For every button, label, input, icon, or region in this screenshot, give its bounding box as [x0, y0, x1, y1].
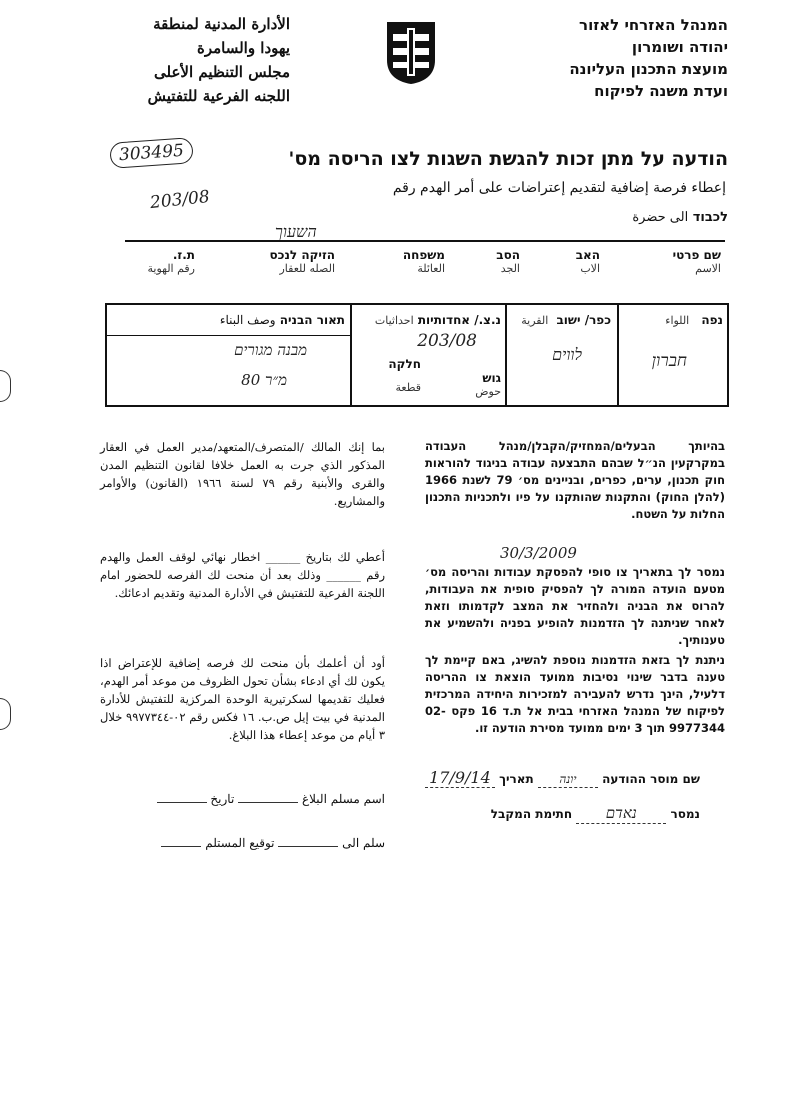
- cell-label-ar: وصف البناء: [219, 313, 276, 327]
- col-label-he: הסב: [496, 248, 520, 262]
- header-ar-line: الأدارة المدنية لمنطقة: [153, 15, 290, 33]
- table-header-line: [107, 335, 350, 336]
- person-table-top-line: [125, 240, 725, 242]
- col-label-ar: الاب: [580, 262, 600, 275]
- deliverer-label: שם מוסר ההודעה: [602, 772, 700, 786]
- order-date-handwritten: 30/3/2009: [500, 544, 577, 562]
- col-label-he: שם פרטי: [672, 248, 721, 262]
- header-arabic: [90, 12, 290, 108]
- table-divider: [505, 305, 507, 405]
- cell-label-ar: قطعة: [395, 381, 421, 394]
- signature-handwritten: נאדם: [576, 804, 666, 824]
- village-handwritten: לווים: [552, 345, 582, 364]
- col-label-he: ת.ז.: [172, 248, 195, 262]
- table-divider: [617, 305, 619, 405]
- cell-label-ar: حوض: [475, 385, 501, 398]
- ar-date-label: تاريخ: [210, 792, 235, 806]
- cell-building: [220, 313, 345, 327]
- para3-hebrew: ניתנת לך בזאת הזדמנות נוספת להשיג, באם קיימת לך טענה בדבר שינוי נסיבות ממועד הוצאת צו ההריסה דלעיל, הינך נדרש להעבירה למזכירות היחידה המרכזית לפיקוח של המנהל האזרחי בבית אל ת.ד 16 פקס 02-9977344 תוך 3 ימים ממועד מסירת הודעה זו.: [425, 653, 726, 735]
- footer-he-line1: [425, 768, 700, 788]
- addressee-ar: الى حضرة: [632, 210, 689, 225]
- ar-deliverer-label: اسم مسلم البلاغ: [301, 792, 385, 806]
- col-first-name: [673, 248, 721, 275]
- header-he-line: מועצת התכנון העליונה: [569, 60, 728, 78]
- addressee-he: לכבוד: [692, 210, 728, 225]
- cell-helka: [388, 357, 421, 394]
- col-label-ar: الاسم: [695, 262, 721, 275]
- header-ar-line: مجلس التنظيم الأعلى: [154, 63, 290, 81]
- cell-label-ar: احداثيات: [374, 314, 414, 327]
- para1-arabic: بما إنك المالك /المتصرف/المتعهد/مدير العمل في العقار المذكور الذي جرت به العمل خلافا لقانون التنظيم المدن والقرى والأبنية رقم ٧٩ لسنة ١٩٦٦ (القانون) والأوامر والمشاريع.: [100, 440, 386, 508]
- cell-label-ar: القرية: [521, 314, 549, 327]
- footer-ar-line2: [115, 836, 385, 850]
- cell-label-ar: اللواء: [665, 314, 690, 327]
- blank-line: [157, 802, 207, 803]
- col-label-ar: العائلة: [417, 262, 445, 275]
- file-number-box: [109, 137, 194, 169]
- cell-label-he: נפה: [701, 313, 723, 327]
- building-size-handwritten: 80 מ״ר: [241, 371, 287, 389]
- col-grandfather: [496, 248, 520, 275]
- header-ar-line: يهودا والسامرة: [196, 39, 290, 57]
- ar-sig-label: توقيع المستلم: [205, 836, 275, 850]
- col-label-he: משפחה: [402, 248, 445, 262]
- col-father: [576, 248, 600, 275]
- punch-hole: [0, 698, 11, 730]
- header-he-line: המנהל האזרחי לאזור: [579, 16, 728, 34]
- para3-arabic: أود أن أعلمك بأن منحت لك فرصه إضافية للإعتراض اذا يكون لك أي ادعاء بشأن تحول الظروف من موعد أمر الهدم، فعليك تقديمها لسكرتيرية الوحدة المركزية للتفتيش للأدارة المدنية في بيت إيل ص.ب. ١٦ فكس رقم ٠٢-٩٩٧٧٣٤٤ خلال ٣ أيام من موعد إعطاء هذا البلاغ.: [100, 656, 385, 742]
- cell-coords: [375, 313, 501, 327]
- cell-gush: [475, 371, 501, 398]
- punch-hole: [0, 370, 11, 402]
- deliverer-handwritten: יונה: [538, 772, 598, 788]
- header-hebrew: [569, 14, 728, 102]
- blank-line: [278, 846, 338, 847]
- header-he-line: יהודה ושומרון: [631, 38, 728, 56]
- cell-label-he: גוש: [482, 371, 501, 385]
- cell-label-he: כפר/ ישוב: [556, 313, 611, 327]
- date-handwritten: 17/9/14: [425, 768, 495, 788]
- col-id: [147, 248, 195, 275]
- owner-name-handwritten: השעוך: [275, 222, 317, 241]
- col-label-he: האב: [575, 248, 600, 262]
- location-table: [105, 303, 729, 407]
- order-number-handwritten: 203/08: [149, 186, 211, 214]
- cell-district: [665, 313, 723, 327]
- col-label-he: הזיקה לנכס: [269, 248, 335, 262]
- building-desc-handwritten: מבנה מגורים: [234, 341, 307, 359]
- blank-line: [161, 846, 201, 847]
- footer-ar-line1: [115, 792, 385, 806]
- document-title-arabic: إعطاء فرصة إضافية لتقديم إعتراضات على أمر الهدم رقم: [392, 180, 726, 196]
- date-label: תאריך: [499, 772, 534, 786]
- cell-label-he: חלקה: [388, 357, 421, 371]
- cell-label-he: נ.צ./ אחדותיות: [417, 313, 501, 327]
- para1-hebrew: בהיותך הבעלים/המחזיק/הקבלן/מנהל העבודה במקרקעין הנ״ל שבהם התבצעה עבודה בניגוד להוראות חוק תכנון, ערים, כפרים, ובניינים מס׳ 79 לשנת 1966 (להלן החוק) והתקנות שהותקנו על פיו ולתכניות התכנון החלות על השטח.: [425, 439, 725, 521]
- footer-he-line2: [491, 804, 700, 824]
- ar-delivered-to-label: سلم الى: [342, 836, 385, 850]
- table-divider: [350, 305, 352, 405]
- person-table: [125, 222, 725, 290]
- delivered-label: נמסר: [670, 807, 700, 821]
- col-relation: [270, 248, 336, 275]
- header-ar-line: اللجنه الفرعية للتفتيش: [147, 87, 290, 105]
- cell-village: [521, 313, 611, 327]
- emblem-logo: [385, 20, 437, 86]
- col-label-ar: الجد: [500, 262, 520, 275]
- para2-arabic: أعطي لك بتاريخ ______ اخطار نهائي لوقف العمل والهدم رقم ______ وذلك بعد أن منحت لك الفرصه للحضور امام اللجنة الفرعية للتفتيش في الأدارة المدنية وتقديم ادعائك.: [100, 550, 385, 600]
- cell-label-he: תאור הבניה: [279, 313, 345, 327]
- receiver-sig-label: חתימת המקבל: [490, 807, 573, 821]
- col-family: [403, 248, 445, 275]
- para2-hebrew: נמסר לך בתאריך צו סופי להפסקת עבודות והריסה מס׳ מטעם הועדה המורה לך להפסיק סופית את העבודות, להרוס את הבניה ולהחזיר את המצב לקדמותו וזאת לאחר שניתנה לך הזדמנות להופיע בפניה ולהשמיע את טענותיך.: [425, 565, 725, 647]
- document-title: הודעה על מתן זכות להגשת השגות לצו הריסה מס': [288, 148, 728, 170]
- file-number: 303495: [118, 140, 185, 166]
- coords-handwritten: 203/08: [417, 331, 477, 351]
- col-label-ar: رقم الهوية: [147, 262, 195, 275]
- district-handwritten: חברון: [651, 351, 687, 371]
- col-label-ar: الصله للعقار: [279, 262, 335, 275]
- blank-line: [238, 802, 298, 803]
- addressee: [632, 210, 728, 225]
- header-he-line: ועדת משנה לפיקוח: [594, 82, 728, 100]
